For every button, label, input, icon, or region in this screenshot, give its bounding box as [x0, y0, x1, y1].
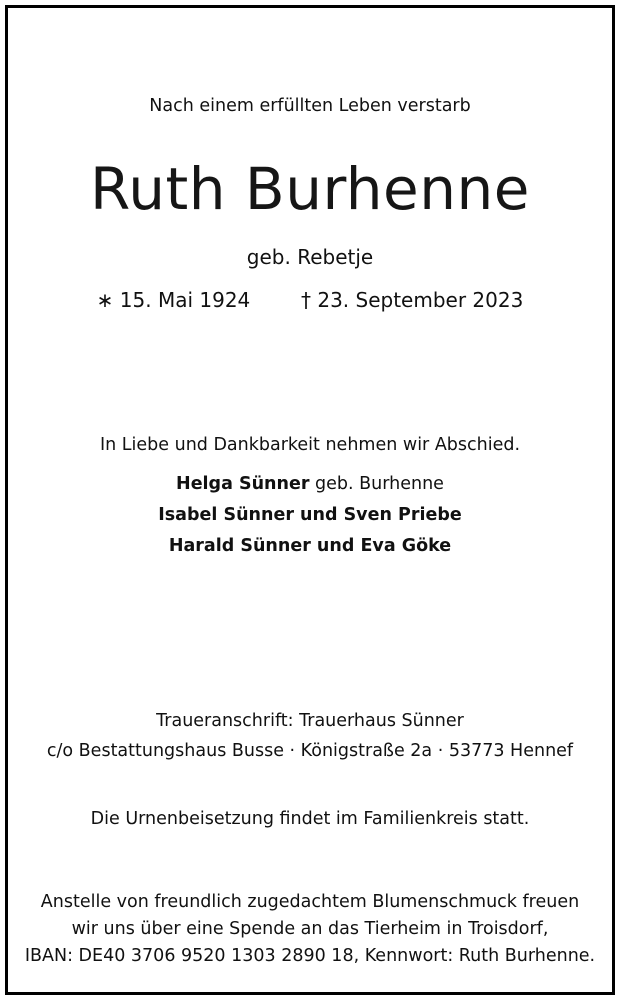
mourner-suffix: geb. Burhenne [309, 474, 444, 494]
address-label: Traueranschrift: [156, 711, 294, 731]
farewell-text: In Liebe und Dankbarkeit nehmen wir Abschied. [99, 435, 521, 455]
mourner-name: Harald Sünner und Eva Göke [168, 536, 452, 556]
donation-text-line: Anstelle von freundlich zugedachtem Blumenschmuck freuen [40, 892, 580, 912]
mourner-name: Helga Sünner [176, 474, 310, 494]
life-dates [8, 288, 612, 312]
intro-text: Nach einem erfüllten Leben verstarb [149, 96, 471, 116]
birth-date: 15. Mai 1924 [119, 288, 251, 312]
donation-text-line: wir uns über eine Spende an das Tierheim in Troisdorf, [71, 919, 549, 939]
mourner-line [8, 474, 612, 494]
address-name: Trauerhaus Sünner [293, 711, 464, 731]
deceased-name: Ruth Burhenne [90, 155, 530, 223]
donation-iban-line: IBAN: DE40 3706 9520 1303 2890 18, Kennwort: Ruth Burhenne. [24, 946, 596, 966]
obituary-notice [5, 5, 615, 995]
death-date: 23. September 2023 [317, 288, 524, 312]
death-cross-icon: † [301, 288, 311, 312]
maiden-name: geb. Rebetje [246, 245, 374, 269]
mourning-address [8, 711, 612, 731]
mourner-name: Isabel Sünner und Sven Priebe [158, 505, 462, 525]
urn-burial-note: Die Urnenbeisetzung findet im Familienkreis statt. [90, 809, 530, 829]
birth-star-icon: ∗ [96, 288, 114, 312]
address-line: c/o Bestattungshaus Busse · Königstraße 2a · 53773 Hennef [46, 741, 574, 761]
mourner-line [8, 536, 612, 556]
mourner-line [8, 505, 612, 525]
